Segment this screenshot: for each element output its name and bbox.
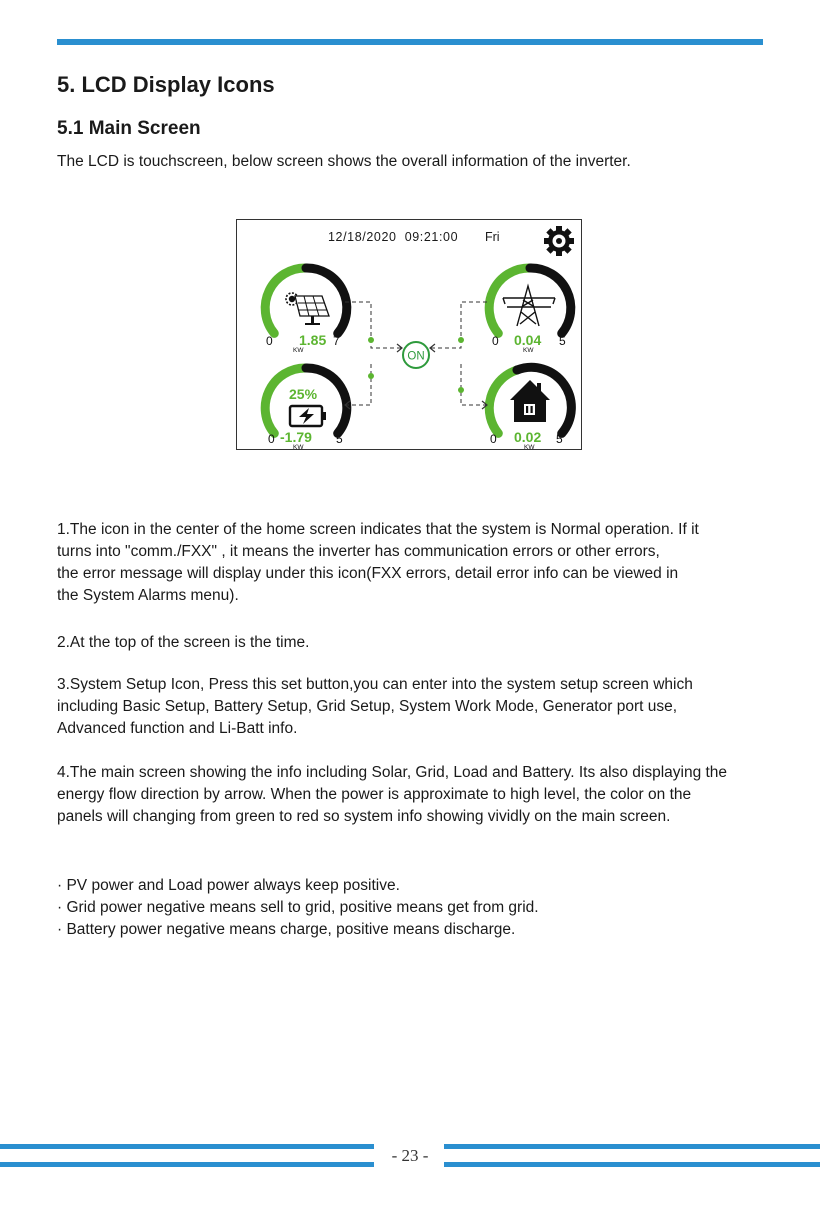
battery-max: 5: [336, 432, 343, 446]
battery-value: -1.79: [280, 429, 312, 445]
bullet-item: · Battery power negative means charge, positive means discharge.: [57, 921, 516, 938]
footer-rule-right-bottom: [444, 1162, 820, 1167]
paragraph-3-line: Advanced function and Li-Batt info.: [57, 720, 298, 737]
grid-max: 5: [559, 334, 566, 348]
paragraph-1-line: the System Alarms menu).: [57, 587, 239, 604]
battery-soc: 25%: [289, 386, 318, 402]
paragraph-3-line: including Basic Setup, Battery Setup, Grid Setup, System Work Mode, Generator port use,: [57, 698, 678, 715]
footer-rule-left-top: [0, 1144, 374, 1149]
gear-icon[interactable]: [544, 226, 574, 256]
bullet-list: [57, 875, 787, 941]
bullet-item: · Grid power negative means sell to grid, positive means get from grid.: [57, 899, 539, 916]
paragraph-1-line: the error message will display under this icon(FXX errors, detail error info can be viewed in: [57, 565, 679, 582]
footer-rule-right-top: [444, 1144, 820, 1149]
battery-unit: KW: [293, 444, 304, 451]
paragraph-2-line: 2.At the top of the screen is the time.: [57, 634, 310, 651]
paragraph-1-line: turns into "comm./FXX" , it means the inverter has communication errors or other errors,: [57, 543, 660, 560]
load-value: 0.02: [514, 429, 542, 445]
paragraph-3-line: 3.System Setup Icon, Press this set button,you can enter into the system setup screen which: [57, 676, 693, 693]
battery-gauge: [265, 368, 347, 451]
paragraph-1: [57, 519, 787, 607]
solar-min: 0: [266, 334, 273, 348]
grid-value: 0.04: [514, 332, 542, 348]
lcd-day: Fri: [485, 230, 500, 244]
paragraph-4: [57, 762, 787, 828]
status-label: ON: [407, 350, 425, 363]
grid-gauge: [489, 268, 571, 354]
bullet-item: · PV power and Load power always keep positive.: [57, 877, 400, 894]
solar-max: 7: [333, 334, 340, 348]
subsection-title: 5.1 Main Screen: [57, 118, 201, 139]
grid-unit: KW: [523, 347, 534, 354]
section-title: 5. LCD Display Icons: [57, 72, 275, 97]
paragraph-1-line: 1.The icon in the center of the home screen indicates that the system is Normal operation. If it: [57, 521, 699, 538]
intro-text: The LCD is touchscreen, below screen shows the overall information of the inverter.: [57, 153, 631, 170]
footer-rule-left-bottom: [0, 1162, 374, 1167]
load-max: 5: [556, 432, 563, 446]
solar-gauge: [265, 268, 347, 354]
load-unit: KW: [524, 444, 535, 451]
page-number: - 23 -: [391, 1146, 429, 1165]
load-min: 0: [490, 432, 497, 446]
power-tower-icon: [503, 286, 555, 326]
paragraph-4-line: energy flow direction by arrow. When the power is approximate to high level, the color on the: [57, 786, 692, 803]
battery-min: 0: [268, 432, 275, 446]
house-icon: [510, 380, 550, 422]
grid-min: 0: [492, 334, 499, 348]
battery-charging-icon: [290, 406, 326, 426]
lcd-datetime: 12/18/2020 09:21:00: [328, 230, 459, 244]
header-rule: [57, 39, 763, 45]
lcd-main-screen: [236, 219, 582, 450]
system-status-indicator[interactable]: [403, 342, 429, 368]
load-gauge: [489, 367, 571, 451]
solar-value: 1.85: [299, 332, 327, 348]
paragraph-4-line: 4.The main screen showing the info including Solar, Grid, Load and Battery. Its also displaying the: [57, 764, 728, 781]
paragraph-4-line: panels will changing from green to red so system info showing vividly on the main screen.: [57, 808, 671, 825]
paragraph-3: [57, 674, 787, 740]
solar-unit: KW: [293, 347, 304, 354]
solar-panel-icon: [286, 293, 329, 325]
paragraph-2: [57, 632, 787, 654]
